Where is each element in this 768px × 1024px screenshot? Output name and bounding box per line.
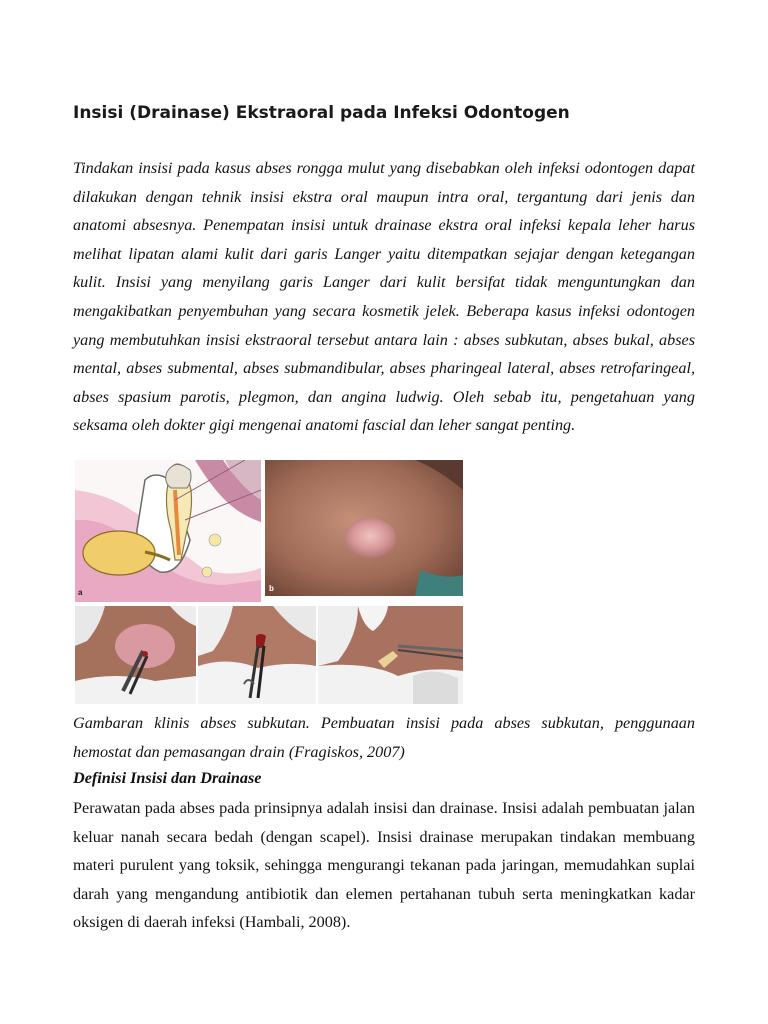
figure-caption: [73, 709, 695, 766]
section-heading: Insisi (Drainase) Ekstraoral pada Infeksi Odontogen: [73, 103, 570, 123]
figure-panel-d-hemostat-photo: [198, 606, 316, 704]
subsection-heading: Definisi Insisi dan Drainase: [73, 769, 262, 787]
figure-panel-a-illustration: [75, 460, 261, 602]
body-paragraph: Perawatan pada abses pada prinsipnya adalah insisi dan drainase. Insisi adalah pembuatan jalan keluar nanah secara bedah (dengan scapel). Insisi drainase merupakan tindakan membuang materi purulent yang toksik, sehingga mengurangi tekanan pada jaringan, memudahkan suplai darah yang mengandung antibiotik dan elemen pertahanan tubuh serta meningkatkan kadar oksigen di daerah infeksi (Hambali, 2008).: [73, 799, 695, 932]
figure-panel-c-incision-photo: [75, 606, 196, 704]
figure-caption-line1: Gambaran klinis abses subkutan. Pembuatan insisi pada abses subkutan, penggunaan: [73, 714, 695, 732]
panel-a-label: a: [78, 588, 83, 597]
figure-panel-b-photo: [265, 460, 463, 596]
intro-paragraph: Tindakan insisi pada kasus abses rongga mulut yang disebabkan oleh infeksi odontogen dapat dilakukan dengan tehnik insisi ekstra oral maupun intra oral, tergantung dari jenis dan anatomi absesnya. Penempatan insisi untuk drainase ekstra oral infeksi kepala leher harus melihat lipatan alami kulit dari garis Langer yaitu ditempatkan sejajar dengan ketegangan kulit. Insisi yang menyilang garis Langer dari kulit bersifat tidak menguntungkan dan mengakibatkan penyembuhan yang secara kosmetik jelek. Beberapa kasus infeksi odontogen yang membutuhkan insisi ekstraoral tersebut antara lain : abses subkutan, abses bukal, abses mental, abses submental, abses submandibular, abses pharingeal lateral, abses retrofaringeal, abses spasium parotis, plegmon, dan angina ludwig. Oleh sebab itu, pengetahuan yang seksama oleh dokter gigi mengenai anatomi fascial dan leher sangat penting.: [73, 159, 695, 435]
figure-caption-line2: hemostat dan pemasangan drain (Fragiskos, 2007): [73, 742, 405, 761]
panel-b-label: b: [269, 584, 274, 593]
figure-panel-e-drain-photo: [318, 606, 463, 704]
clinical-figure: [75, 460, 463, 704]
